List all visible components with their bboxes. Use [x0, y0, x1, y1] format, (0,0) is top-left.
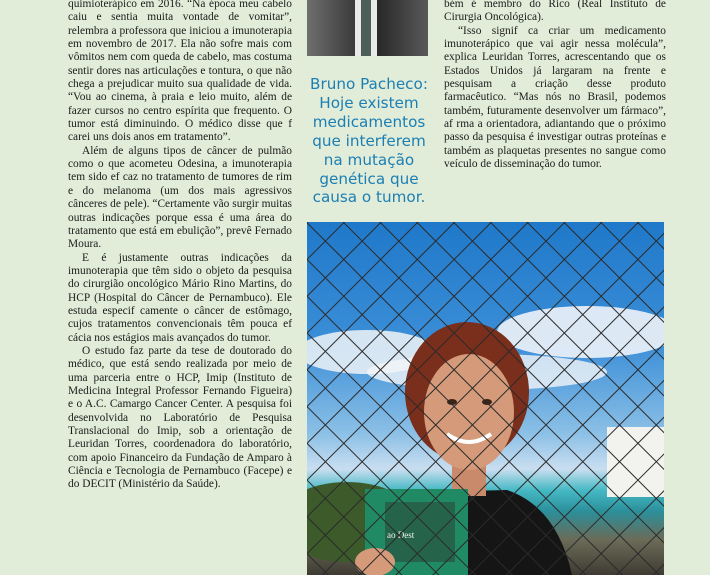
- portrait-photo: [307, 0, 428, 56]
- paragraph: E é justamente outras indicações da imunoterapia que têm sido o objeto da pesquisa do cirurgião oncológico Mário Rino Martins, do HCP (Hospital do Câncer de Pernambuco). Ele estuda especif camente o câncer de estômago, cujos tratamentos convencionais têm pouca ef cácia nos estágios mais avançados do tumor.: [68, 251, 292, 344]
- article-column-right: [444, 0, 666, 171]
- portrait-tie: [361, 0, 371, 56]
- paragraph: bém é membro do Rico (Real Instituto de Cirurgia Oncológica).: [444, 0, 666, 24]
- photo-scene: [307, 222, 664, 575]
- paragraph: “Isso signif ca criar um medicamento imunoterápico que vai agir nessa molécula”, explica Leuridan Torres, acrescentando que os Estados Unidos já largaram na frente e pesquisam a criação desse produto farmacêutico. “Mas nós no Brasil, podemos também, futuramente desenvolver um fármaco”, af rma a orientadora, adiantando que o próximo passo da pesquisa é investigar outras proteínas e também as plaquetas presentes no sangue como veículo de disseminação do tumor.: [444, 24, 666, 171]
- paragraph: O estudo faz parte da tese de doutorado do médico, que está sendo realizada por meio de uma parceria entre o HCP, Imip (Instituto de Medicina Integral Professor Fernando Figueira) e o A.C. Camargo Cancer Center. A pesquisa foi desenvolvida no Laboratório de Pesquisa Translacional do Imip, sob a orientação de Leuridan Torres, coordenadora do laboratório, com apoio Financeiro da Fundação de Amparo à Ciência e Tecnologia de Pernambuco (Facepe) e do DECIT (Ministério da Saúde).: [68, 344, 292, 491]
- article-column-left: [68, 0, 292, 492]
- paragraph: quimioterápico em 2016. “Na época meu cabelo caiu e sentia muita vontade de vomitar”, relembra a professora que iniciou a imunoterapia em novembro de 2017. Ela não sofre mais com vômitos nem com queda de cabelo, mas costuma sentir dores nas articulações e tontura, o que não chega a prejudicar muito sua qualidade de vida. “Vou ao cinema, à praia e leio muito, além de fazer cursos no centro espírita que frequento. O tumor está diminuindo. O médico disse que f carei uns dois anos em tratamento”.: [68, 0, 292, 144]
- photo-caption: Bruno Pacheco: Hoje existem medicamentos que interferem na mutação genética que causa o tumor.: [310, 75, 428, 207]
- paragraph: Além de alguns tipos de câncer de pulmão como o que acometeu Odesina, a imunoterapia tem sido ef caz no tratamento de tumores de rim e do melanoma (um dos mais agressivos cânceres de pele). “Certamente vão surgir muitas outras indicações porque essa é uma área do tratamento que está em ebulição”, prevê Fernado Moura.: [68, 144, 292, 251]
- patient-photo: [307, 222, 664, 575]
